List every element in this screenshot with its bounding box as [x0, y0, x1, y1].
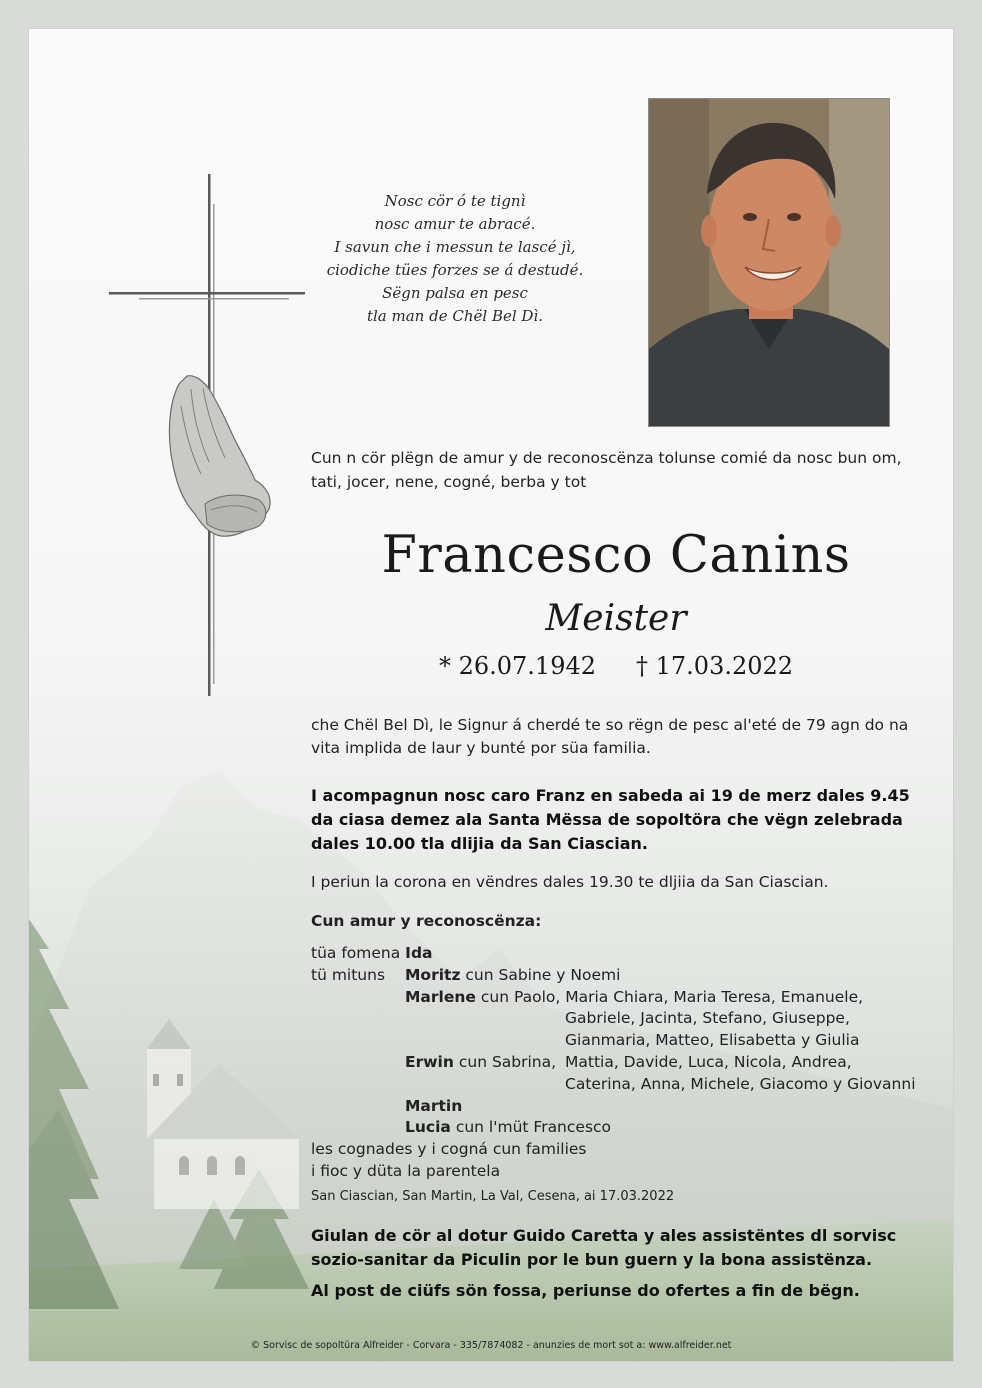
death-date: † 17.03.2022	[636, 652, 794, 680]
mourner-family: cun Sabine y Noemi	[465, 965, 621, 984]
donation-note: Al post de ciüfs sön fossa, periunse do ofertes a fin de bëgn.	[311, 1281, 860, 1300]
list-item	[311, 1008, 931, 1030]
portrait-photo	[648, 98, 890, 427]
list-item	[311, 1096, 931, 1118]
list-item	[311, 1139, 931, 1161]
mourner-family: cun l'müt Francesco	[455, 1118, 612, 1137]
mourner-name: Lucia	[405, 1118, 451, 1137]
mourner-family: cun Sabrina,	[458, 1052, 557, 1071]
relation-label: tüa fomena	[311, 944, 401, 962]
relation-label: tü mituns	[311, 965, 386, 984]
poem-line: tla man de Chël Bel Dì.	[366, 307, 543, 325]
deceased-name: Francesco Canins	[381, 526, 851, 585]
list-item	[311, 1117, 931, 1139]
mourner-family: Mattia, Davide, Luca, Nicola, Andrea,	[565, 1052, 852, 1071]
list-item	[311, 1052, 931, 1074]
mourners-heading: Cun amur y reconoscënza:	[311, 912, 542, 930]
mourner-family: Caterina, Anna, Michele, Giacomo y Giovanni	[565, 1074, 916, 1093]
birth-date: * 26.07.1942	[438, 652, 596, 680]
place-date: San Ciascian, San Martin, La Val, Cesena, ai 17.03.2022	[311, 1189, 675, 1204]
thanks-text: Giulan de cör al dotur Guido Caretta y ales assistëntes dl sorvisc sozio-sanitar da Piculin por le bun guern y la bona assistënza.	[311, 1226, 897, 1269]
mourner-family: Gabriele, Jacinta, Stefano, Giuseppe,	[565, 1009, 850, 1028]
footer-credit: © Sorvisc de sopoltüra Alfreider - Corvara - 335/7874082 - anunzies de mort sot a: www.alfreider.net	[250, 1340, 732, 1351]
death-notice-text: che Chël Bel Dì, le Signur á cherdé te so rëgn de pesc al'eté de 79 agn do na vita implida de laur y bunté por süa familia.	[311, 716, 909, 757]
deceased-nickname: Meister	[545, 598, 687, 639]
mourners-list	[311, 943, 931, 1183]
mourner-family: i fioc y düta la parentela	[311, 1161, 501, 1180]
mourner-family: cun Paolo, Maria Chiara, Maria Teresa, Emanuele,	[480, 987, 864, 1006]
list-item	[311, 1030, 931, 1052]
list-item	[311, 943, 931, 965]
mourner-name: Ida	[405, 944, 433, 962]
memorial-poem	[325, 190, 585, 328]
poem-line: I savun che i messun te lascé jì,	[334, 238, 576, 256]
funeral-info: I acompagnun nosc caro Franz en sabeda ai 19 de merz dales 9.45 da ciasa demez ala Santa Mëssa de sopoltöra che vëgn zelebrada dales 10.00 tla dlijia da San Ciascian.	[311, 786, 910, 853]
poem-line: nosc amur te abracé.	[374, 215, 536, 233]
mourner-name: Marlene	[405, 987, 476, 1006]
rosary-info: I periun la corona en vëndres dales 19.30 te dljiia da San Ciascian.	[311, 873, 829, 891]
intro-text: Cun n cör plëgn de amur y de reconoscënza tolunse comié da nosc bun om, tati, jocer, nene, cogné, berba y tot	[311, 449, 902, 491]
cross-with-praying-hands-icon	[109, 174, 309, 704]
list-item	[311, 1161, 931, 1183]
list-item	[311, 1074, 931, 1096]
obituary-sheet	[28, 28, 954, 1362]
mourner-name: Moritz	[405, 965, 461, 984]
mourner-family: Gianmaria, Matteo, Elisabetta y Giulia	[565, 1031, 860, 1050]
poem-line: Nosc cör ó te tignì	[384, 192, 526, 210]
poem-line: Sëgn palsa en pesc	[382, 284, 528, 302]
mourner-family: les cognades y i cogná cun families	[311, 1140, 587, 1159]
mourner-name: Erwin	[405, 1052, 454, 1071]
mourner-name: Martin	[405, 1096, 463, 1115]
poem-line: ciodiche tües forzes se á destudé.	[326, 261, 584, 279]
life-dates	[311, 649, 921, 683]
list-item	[311, 987, 931, 1009]
list-item	[311, 965, 931, 987]
